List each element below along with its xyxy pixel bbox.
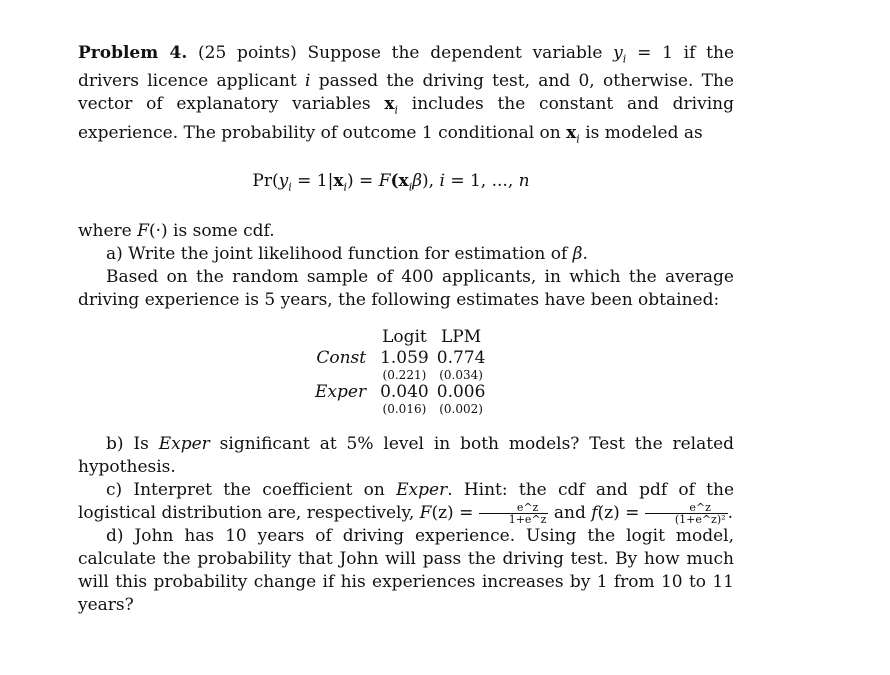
estimates-table	[311, 327, 489, 416]
part-c	[78, 479, 734, 525]
pdf-z: (z) =	[597, 502, 640, 523]
eq-cond: = 1|	[291, 171, 334, 192]
var-i: i	[305, 71, 311, 92]
where-F: F	[137, 220, 149, 241]
eq-range: = 1, ...,	[444, 171, 519, 192]
part-b-exper: Exper	[158, 433, 210, 454]
points: (25 points)	[198, 43, 297, 63]
part-a	[78, 243, 734, 266]
part-b	[78, 433, 734, 479]
sub-i-2: i	[394, 103, 399, 117]
part-c-text-1: c) Interpret the coefficient on	[106, 479, 385, 500]
table-row-exper-se	[311, 403, 489, 416]
intro-text-2: if the drivers licence applicant	[78, 43, 735, 92]
estimates-table-wrapper	[78, 327, 734, 419]
const-lpm: 0.774	[436, 347, 486, 368]
sample-paragraph: Based on the random sample of 400 applicants, in which the average driving experience is 5 years, the following estimates have been obtained:	[78, 266, 734, 310]
eq-sub-i: i	[288, 180, 292, 194]
part-b-text-2: significant at 5% level in both models? Test the related hypothesis.	[78, 433, 735, 477]
problem-page	[78, 42, 734, 617]
intro-text-5: is modeled as	[585, 122, 703, 143]
exper-lpm: 0.006	[436, 381, 486, 402]
sub-i: i	[622, 52, 627, 66]
eq-arg: (x	[390, 171, 409, 192]
header-logit: Logit	[382, 326, 427, 347]
row-label-exper: Exper	[315, 381, 367, 402]
cdf-z: (z) =	[431, 502, 474, 523]
pdf-denominator: (1+e^z)²	[674, 512, 726, 526]
part-a-text: a) Write the joint likelihood function for estimation of	[106, 243, 568, 264]
eq-sub-i-2: i	[343, 180, 348, 194]
intro-text-1: Suppose the dependent variable	[307, 43, 603, 63]
cdf-fraction	[479, 502, 549, 525]
where-line	[78, 220, 734, 243]
eq-lhs: Pr(	[252, 171, 279, 192]
problem-intro	[78, 42, 734, 150]
part-b-text-1: b) Is	[106, 433, 149, 454]
var-y: y	[613, 43, 623, 63]
eq-n: n	[518, 171, 530, 192]
problem-heading: Problem 4.	[78, 43, 188, 63]
const-logit-se: (0.221)	[382, 367, 427, 382]
cdf-numerator: e^z	[479, 502, 549, 514]
eq-close: ),	[422, 171, 440, 192]
intro-text-3: passed the driving test, and 0, otherwise. The vector of explanatory variables	[78, 71, 734, 115]
table-row-const	[311, 348, 489, 369]
eq-beta: β	[412, 171, 423, 192]
part-c-text-2: . Hint: the cdf and pdf of the logistical distribution are, respectively,	[78, 479, 735, 523]
row-label-const: Const	[316, 347, 367, 368]
header-lpm: LPM	[441, 326, 482, 347]
intro-text-4: includes the constant and driving experience. The probability of outcome 1 conditional on	[78, 94, 734, 143]
cdf-F: F	[419, 502, 432, 523]
part-c-exper: Exper	[396, 479, 448, 500]
sub-i-3: i	[576, 132, 580, 146]
var-x: x	[384, 94, 395, 115]
table-row-const-se	[311, 369, 489, 382]
eq-x: x	[333, 171, 344, 192]
pdf-numerator: e^z	[645, 502, 728, 514]
part-c-end: .	[727, 502, 733, 523]
table-header-row	[311, 327, 489, 348]
eq-F: F	[378, 171, 391, 192]
eq-y: y	[278, 171, 289, 192]
where-cdf: (·) is some cdf.	[148, 220, 275, 241]
pdf-f: f	[591, 502, 598, 523]
eq-i: i	[439, 171, 445, 192]
model-equation	[78, 170, 734, 198]
cdf-denominator: 1+e^z	[508, 512, 547, 526]
part-a-beta: β	[572, 243, 583, 264]
eq-rhs: ) =	[347, 171, 379, 192]
const-logit: 1.059	[380, 347, 429, 368]
const-lpm-se: (0.034)	[439, 367, 483, 382]
exper-logit: 0.040	[380, 381, 429, 402]
table-row-exper	[311, 382, 489, 403]
eq-sub-i-3: i	[408, 180, 413, 194]
where-text: where	[78, 220, 132, 241]
pdf-fraction	[645, 502, 728, 525]
part-c-and: and	[553, 502, 586, 523]
part-a-period: .	[582, 243, 588, 264]
exper-lpm-se: (0.002)	[439, 401, 483, 416]
var-x-2: x	[566, 122, 577, 143]
eq-1: = 1	[637, 43, 673, 63]
part-d: d) John has 10 years of driving experience. Using the logit model, calculate the probability that John will pass the driving test. By how much will this probability change if his experiences increases by 1 from 10 to 11 years?	[78, 525, 734, 615]
exper-logit-se: (0.016)	[382, 401, 427, 416]
